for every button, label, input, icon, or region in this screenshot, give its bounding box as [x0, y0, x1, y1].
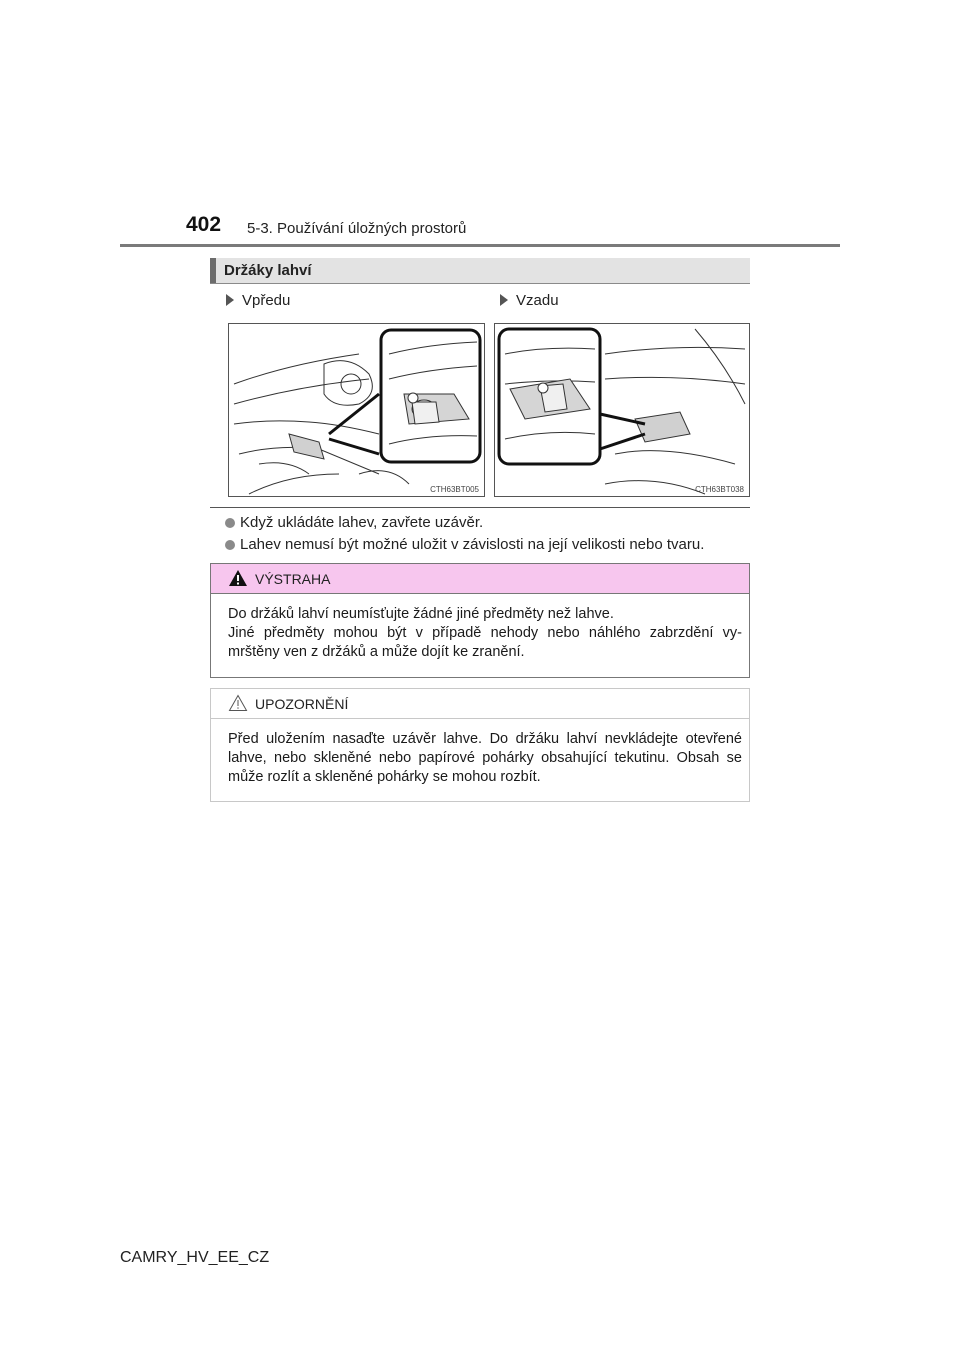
caution-box [210, 688, 750, 802]
caption-arrow-icon [226, 294, 234, 306]
figure-caption-front: Vpředu [226, 292, 290, 309]
warning-triangle-icon [228, 569, 248, 587]
section-heading [210, 258, 750, 284]
section-title: 5-3. Používání úložných prostorů [247, 220, 467, 237]
caution-triangle-icon [228, 694, 248, 712]
bullet-item: Když ukládáte lahev, zavřete uzávěr. [225, 514, 483, 531]
figure-code: CTH63BT038 [695, 485, 744, 494]
page-number: 402 [186, 213, 222, 236]
caution-label: UPOZORNĚNÍ [255, 696, 349, 712]
warning-header [211, 564, 749, 594]
caution-header [211, 689, 749, 719]
bullet-item: Lahev nemusí být možné uložit v závislosti na její velikosti nebo tvaru. [225, 536, 704, 553]
section-heading-text: Držáky lahví [224, 262, 312, 279]
header-rule [120, 244, 840, 247]
bullet-dot-icon [225, 518, 235, 528]
front-bottle-holder-illustration [228, 323, 485, 497]
warning-text: Do držáků lahví neumísťujte žádné jiné předměty než lahve. Jiné předměty mohou být v případě nehody nebo náhlého zabrzdění vy- mrštěny ven z držáků a může dojít ke zranění. [228, 606, 742, 660]
rear-bottle-holder-illustration [494, 323, 750, 497]
caution-text: Před uložením nasaďte uzávěr lahve. Do držáku lahví nevkládejte otevřené lahve, nebo skleněné nebo papírové pohárky obsahující tekutinu. Obsah se může rozlít a skleněné pohárky se mohou rozbít. [228, 731, 742, 785]
figure-rule [210, 507, 750, 508]
figure-caption-rear: Vzadu [500, 292, 559, 309]
rear-cabin-drawing [495, 324, 751, 498]
warning-label: VÝSTRAHA [255, 571, 331, 587]
document-code: CAMRY_HV_EE_CZ [120, 1249, 270, 1266]
figure-code: CTH63BT005 [430, 485, 479, 494]
bullet-dot-icon [225, 540, 235, 550]
warning-box [210, 563, 750, 678]
caption-arrow-icon [500, 294, 508, 306]
front-cabin-drawing [229, 324, 486, 498]
heading-bar [210, 258, 216, 283]
